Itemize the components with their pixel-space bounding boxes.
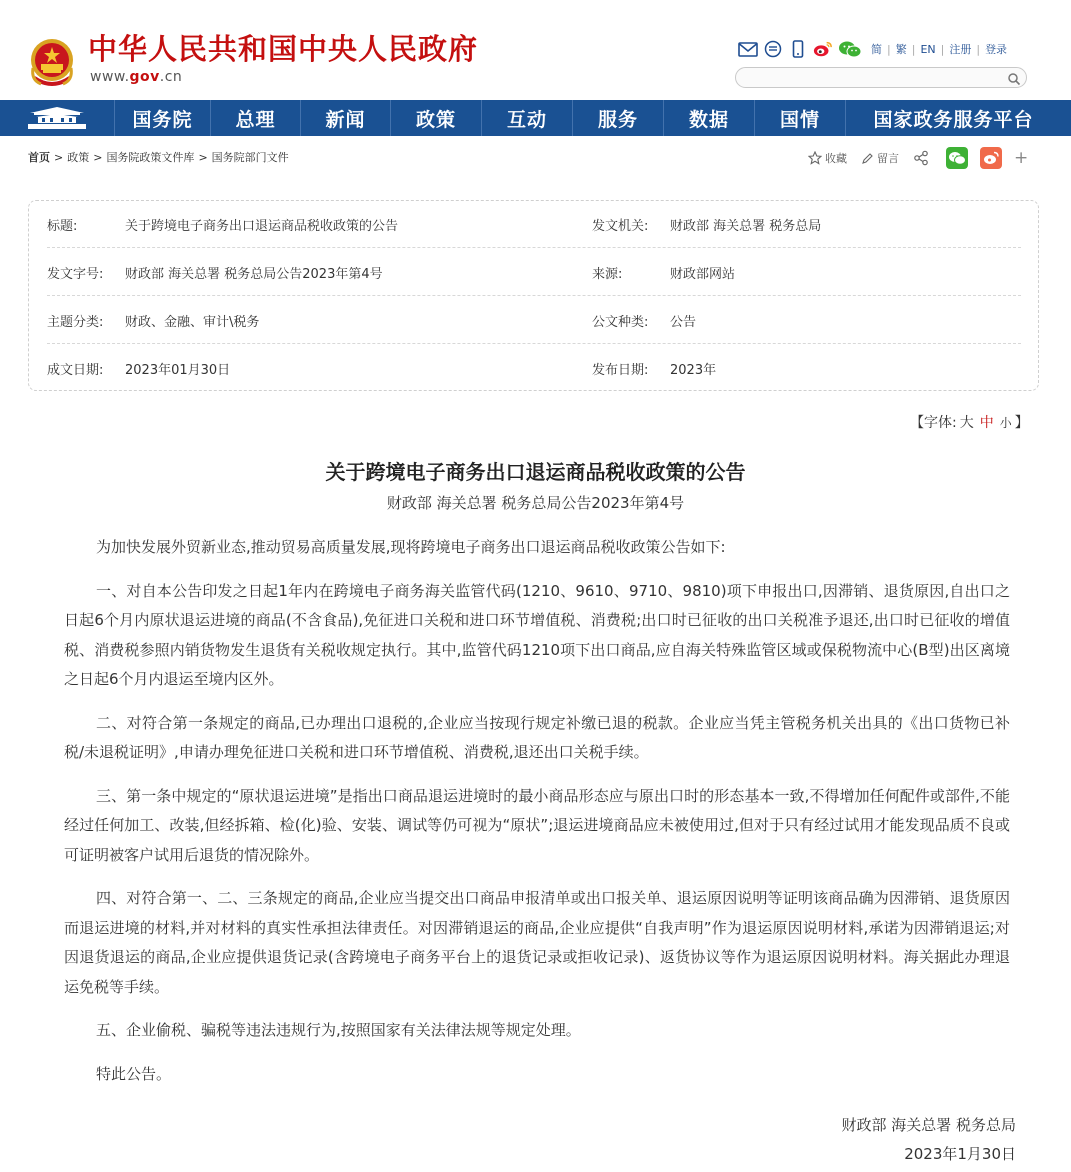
article-body xyxy=(64,533,1010,1103)
info-source-value: 财政部网站 xyxy=(670,267,736,282)
star-icon xyxy=(808,151,822,165)
nav-item-premier[interactable]: 总理 xyxy=(210,100,300,136)
main-nav xyxy=(0,100,1071,136)
separator: | xyxy=(976,42,981,56)
mail-icon[interactable] xyxy=(738,40,758,58)
article-title: 关于跨境电子商务出口退运商品税收政策的公告 xyxy=(325,460,746,484)
lang-traditional-link[interactable]: 繁 xyxy=(895,43,907,56)
site-header xyxy=(0,0,1071,100)
font-size-small[interactable]: 小 xyxy=(999,416,1012,430)
url-main: gov xyxy=(129,69,160,85)
breadcrumb xyxy=(28,150,289,166)
info-doc-type-value: 公告 xyxy=(670,315,697,330)
favorite-button[interactable] xyxy=(808,150,847,166)
breadcrumb-policy-library[interactable]: 国务院政策文件库 xyxy=(106,151,195,164)
url-prefix: www. xyxy=(90,69,130,85)
info-topic-label: 主题分类: xyxy=(47,315,104,330)
search-input[interactable] xyxy=(748,70,998,85)
font-size-close: 】 xyxy=(1014,415,1029,431)
breadcrumb-policy[interactable]: 政策 xyxy=(67,151,90,164)
breadcrumb-home[interactable]: 首页 xyxy=(28,151,50,164)
mobile-icon[interactable] xyxy=(788,40,808,58)
nav-item-interaction[interactable]: 互动 xyxy=(481,100,572,136)
share-icon[interactable] xyxy=(913,150,932,166)
article-paragraph: 四、对符合第一、二、三条规定的商品,企业应当提交出口商品申报清单或出口报关单、退运原因说明等证明该商品确为因滞销、退货原因而退运进境的材料,并对材料的真实性承担法律责任。对因滞销退运的商品,企业应提供“自我声明”作为退运原因说明材料,承诺为因滞销退运;对因退货退运的商品,企业应提供退货记录(含跨境电子商务平台上的退货记录或拒收记录)、返货协议等作为退运原因说明材料。海关据此办理退运免税等手续。 xyxy=(64,889,1010,996)
font-size-large[interactable]: 大 xyxy=(959,415,974,431)
article-signature: 财政部 海关总署 税务总局 xyxy=(841,1116,1016,1134)
info-issuer xyxy=(592,201,821,248)
message-icon[interactable] xyxy=(763,40,783,58)
info-source-label: 来源: xyxy=(592,267,623,282)
info-title-value: 关于跨境电子商务出口退运商品税收政策的公告 xyxy=(125,219,399,234)
more-share-button[interactable]: + xyxy=(1014,148,1029,168)
info-created-value: 2023年01月30日 xyxy=(125,363,231,378)
favorite-label: 收藏 xyxy=(825,152,847,165)
info-title-label: 标题: xyxy=(47,219,78,234)
separator: | xyxy=(911,42,916,56)
info-row xyxy=(47,345,1021,392)
breadcrumb-department-docs[interactable]: 国务院部门文件 xyxy=(211,151,289,164)
site-title[interactable]: 中华人民共和国中央人民政府 xyxy=(88,32,479,66)
article-paragraph: 一、对自本公告印发之日起1年内在跨境电子商务海关监管代码(1210、9610、9710、9810)项下申报出口,因滞销、退货原因,自出口之日起6个月内原状退运进境的商品(不含食品),免征进口关税和进口环节增值税、消费税;出口时已征收的出口关税准予退还,出口时已征收的增值税、消费税参照内销货物发生退货有关税收规定执行。其中,监管代码1210项下出口商品,应自海关特殊监管区域或保税物流中心(B型)出区离境之日起6个月内退运至境内区外。 xyxy=(64,581,1010,688)
login-link[interactable]: 登录 xyxy=(985,43,1008,56)
info-doc-type xyxy=(592,297,696,344)
nav-item-data[interactable]: 数据 xyxy=(663,100,754,136)
comment-label: 留言 xyxy=(877,152,899,165)
info-title xyxy=(47,201,398,248)
info-topic xyxy=(47,297,259,344)
font-size-open: 【字体: xyxy=(910,415,957,431)
share-wechat-icon[interactable] xyxy=(946,147,968,169)
info-published-date xyxy=(592,345,716,392)
info-doc-number-value: 财政部 海关总署 税务总局公告2023年第4号 xyxy=(125,267,383,282)
document-info-table xyxy=(28,200,1039,391)
separator: | xyxy=(940,42,945,56)
article-subtitle: 财政部 海关总署 税务总局公告2023年第4号 xyxy=(386,494,685,512)
info-created-date xyxy=(47,345,230,392)
register-link[interactable]: 注册 xyxy=(949,43,972,56)
article-paragraph: 三、第一条中规定的“原状退运进境”是指出口商品退运进境时的最小商品形态应与原出口时的形态基本一致,不得增加任何配件或部件,不能经过任何加工、改装,但经拆箱、检(化)验、安装、调试等仍可视为“原状”;退运进境商品应未被使用过,但对于只有经过试用才能发现品质不良或可证明被客户试用后退货的情况除外。 xyxy=(64,786,1010,864)
nav-item-state-council[interactable]: 国务院 xyxy=(114,100,210,136)
info-issuer-value: 财政部 海关总署 税务总局 xyxy=(670,219,822,234)
tiananmen-icon[interactable] xyxy=(0,100,114,136)
article-paragraph: 二、对符合第一条规定的商品,已办理出口退税的,企业应当按现行规定补缴已退的税款。企业应当凭主管税务机关出具的《出口货物已补税/未退税证明》,申请办理免征进口关税和进口环节增值税、消费税,退还出口关税手续。 xyxy=(64,713,1010,761)
font-size-medium[interactable]: 中 xyxy=(979,415,994,431)
lang-simplified-link[interactable]: 简 xyxy=(871,43,882,56)
nav-item-news[interactable]: 新闻 xyxy=(300,100,390,136)
article-signature-block xyxy=(841,1111,1016,1169)
comment-button[interactable] xyxy=(861,150,899,166)
info-doc-type-label: 公文种类: xyxy=(592,315,649,330)
url-suffix: .cn xyxy=(159,69,183,85)
info-doc-number-label: 发文字号: xyxy=(47,267,104,282)
info-row xyxy=(47,249,1021,296)
separator: | xyxy=(887,42,891,56)
share-weibo-icon[interactable] xyxy=(980,147,1002,169)
article-paragraph: 五、企业偷税、骗税等违法违规行为,按照国家有关法律法规等规定处理。 xyxy=(96,1021,581,1039)
font-size-switcher xyxy=(910,414,1029,432)
info-published-value: 2023年 xyxy=(670,363,717,378)
national-emblem-icon[interactable] xyxy=(27,36,77,90)
search-icon[interactable] xyxy=(1007,71,1021,85)
breadcrumb-separator: > xyxy=(198,151,208,164)
info-doc-number xyxy=(47,249,383,296)
lang-english-link[interactable]: EN xyxy=(920,42,936,56)
share-bar xyxy=(808,146,1042,170)
nav-item-service[interactable]: 服务 xyxy=(572,100,663,136)
nav-item-service-platform[interactable]: 国家政务服务平台 xyxy=(845,100,1061,136)
top-tools xyxy=(738,39,1007,59)
info-source xyxy=(592,249,735,296)
weibo-icon[interactable] xyxy=(813,40,833,58)
breadcrumb-separator: > xyxy=(54,151,64,164)
info-issuer-label: 发文机关: xyxy=(592,219,649,234)
info-published-label: 发布日期: xyxy=(592,363,649,378)
info-created-label: 成文日期: xyxy=(47,363,104,378)
info-row xyxy=(47,201,1021,248)
article-paragraph: 为加快发展外贸新业态,推动贸易高质量发展,现将跨境电子商务出口退运商品税收政策公告如下: xyxy=(96,538,726,556)
article-date: 2023年1月30日 xyxy=(904,1145,1016,1163)
pen-icon xyxy=(861,152,874,165)
breadcrumb-separator: > xyxy=(93,151,103,164)
article-paragraph: 特此公告。 xyxy=(96,1064,172,1083)
site-url[interactable] xyxy=(90,69,182,85)
wechat-icon[interactable] xyxy=(838,40,862,58)
info-topic-value: 财政、金融、审计\税务 xyxy=(125,315,260,330)
search-box xyxy=(735,67,1027,88)
language-links xyxy=(871,41,1007,57)
info-row xyxy=(47,297,1021,344)
nav-item-policy[interactable]: 政策 xyxy=(390,100,481,136)
nav-item-national-info[interactable]: 国情 xyxy=(754,100,845,136)
